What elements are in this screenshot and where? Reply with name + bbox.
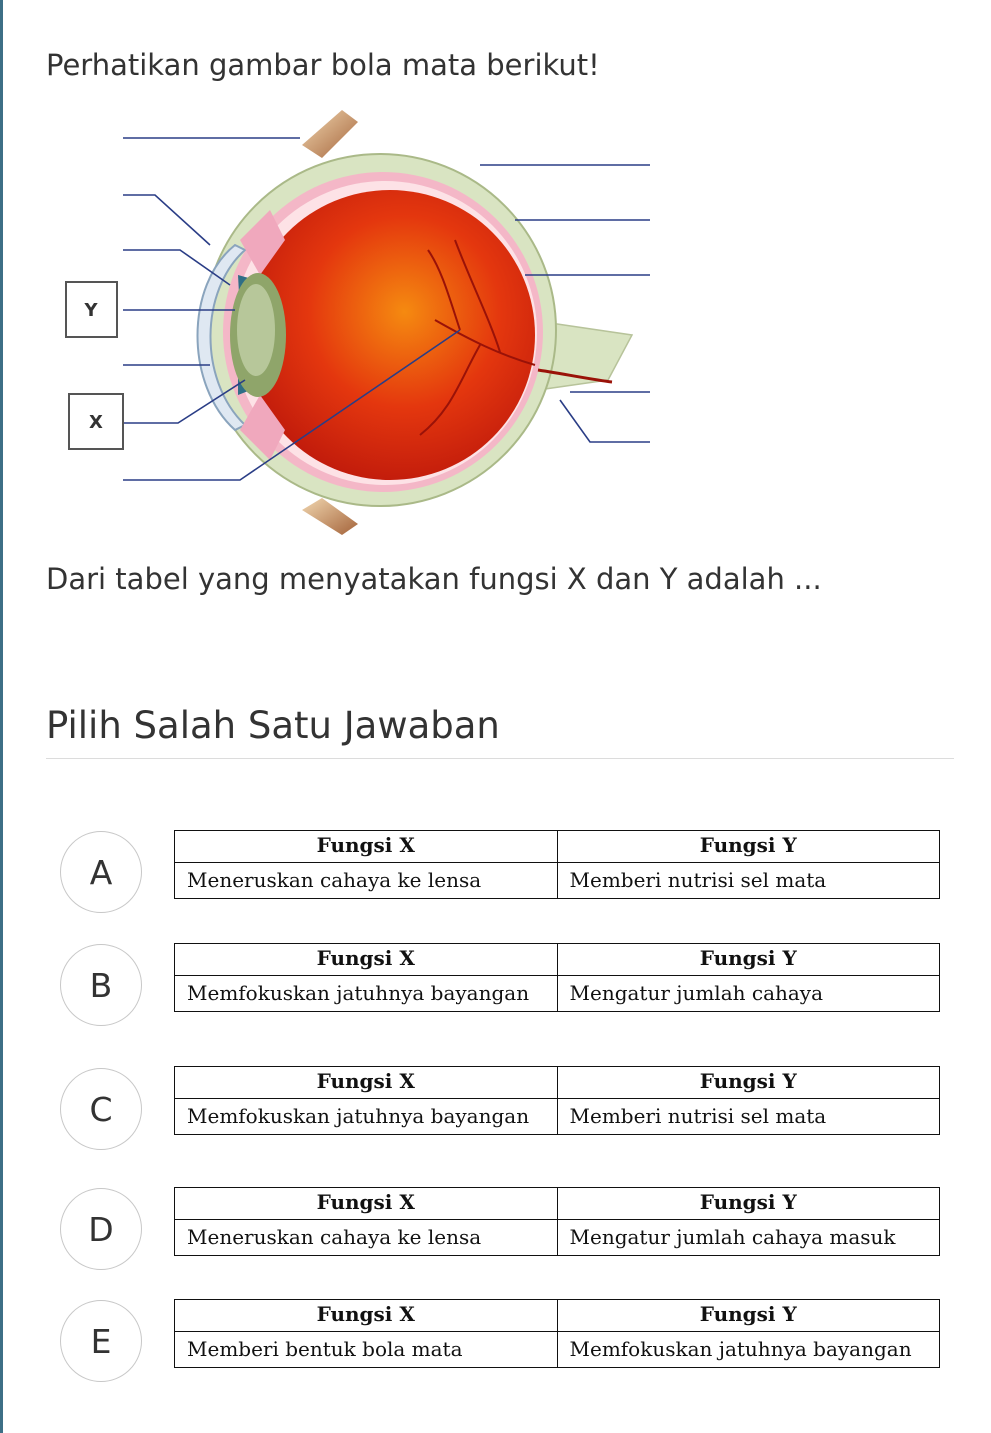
fungsi-y-value: Memberi nutrisi sel mata: [557, 1099, 940, 1135]
option-table[interactable]: [174, 1187, 940, 1256]
question-prompt: Perhatikan gambar bola mata berikut!: [46, 48, 600, 82]
left-border: [0, 0, 3, 1433]
fungsi-x-value: Meneruskan cahaya ke lensa: [175, 1220, 558, 1256]
col-header-fungsi-y: Fungsi Y: [557, 1300, 940, 1332]
fungsi-y-value: Memberi nutrisi sel mata: [557, 863, 940, 899]
col-header-fungsi-x: Fungsi X: [175, 1188, 558, 1220]
col-header-fungsi-x: Fungsi X: [175, 1067, 558, 1099]
option-letter-circle[interactable]: B: [60, 944, 142, 1026]
lens-highlight: [237, 284, 275, 376]
option-table[interactable]: [174, 1066, 940, 1135]
fungsi-x-value: Memfokuskan jatuhnya bayangan: [175, 1099, 558, 1135]
option-letter-circle[interactable]: C: [60, 1068, 142, 1150]
eyeball-diagram: [60, 90, 660, 545]
option-letter-circle[interactable]: A: [60, 831, 142, 913]
col-header-fungsi-y: Fungsi Y: [557, 944, 940, 976]
col-header-fungsi-y: Fungsi Y: [557, 1188, 940, 1220]
col-header-fungsi-y: Fungsi Y: [557, 1067, 940, 1099]
fungsi-y-value: Mengatur jumlah cahaya masuk: [557, 1220, 940, 1256]
answer-option-c[interactable]: [60, 1066, 950, 1158]
col-header-fungsi-y: Fungsi Y: [557, 831, 940, 863]
col-header-fungsi-x: Fungsi X: [175, 831, 558, 863]
option-table[interactable]: [174, 943, 940, 1012]
col-header-fungsi-x: Fungsi X: [175, 1300, 558, 1332]
col-header-fungsi-x: Fungsi X: [175, 944, 558, 976]
answers-section-title: Pilih Salah Satu Jawaban: [46, 704, 500, 747]
answer-option-a[interactable]: [60, 830, 950, 914]
section-divider: [46, 758, 954, 759]
option-letter-circle[interactable]: E: [60, 1300, 142, 1382]
fungsi-x-value: Memberi bentuk bola mata: [175, 1332, 558, 1368]
fungsi-y-value: Mengatur jumlah cahaya: [557, 976, 940, 1012]
fungsi-x-value: Memfokuskan jatuhnya bayangan: [175, 976, 558, 1012]
option-table[interactable]: [174, 830, 940, 899]
label-y: Y: [84, 300, 98, 321]
label-x: X: [89, 412, 103, 433]
answer-option-b[interactable]: [60, 943, 950, 1035]
vitreous-body: [245, 190, 535, 480]
option-letter-circle[interactable]: D: [60, 1188, 142, 1270]
answer-option-e[interactable]: [60, 1299, 950, 1383]
question-follow-up: Dari tabel yang menyatakan fungsi X dan Y adalah ...: [46, 562, 822, 596]
fungsi-x-value: Meneruskan cahaya ke lensa: [175, 863, 558, 899]
fungsi-y-value: Memfokuskan jatuhnya bayangan: [557, 1332, 940, 1368]
answer-option-d[interactable]: [60, 1187, 950, 1271]
option-table[interactable]: [174, 1299, 940, 1368]
